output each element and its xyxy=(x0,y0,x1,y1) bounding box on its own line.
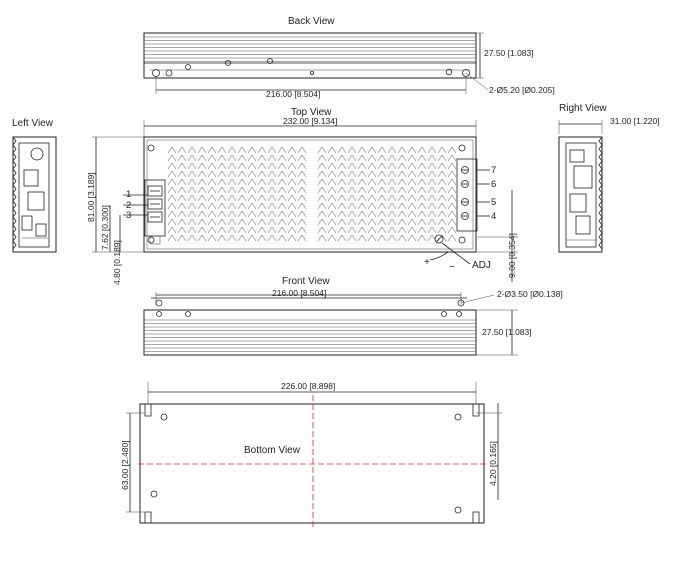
front-view xyxy=(144,276,563,355)
adj-minus: − xyxy=(449,262,455,273)
left-view-body xyxy=(13,137,56,252)
top-length-dim: 232.00 [9.134] xyxy=(283,116,338,126)
right-view-title: Right View xyxy=(559,103,607,114)
input-pin-3: 3 xyxy=(126,210,132,221)
bottom-view-body xyxy=(140,404,484,523)
back-view-title: Back View xyxy=(288,16,335,27)
right-view-body xyxy=(559,137,602,252)
output-pin-4: 4 xyxy=(491,211,497,222)
left-view xyxy=(12,118,56,252)
top-view-title: Top View xyxy=(291,107,332,118)
front-width-dim: 216.00 [8.504] xyxy=(272,288,327,298)
output-pin-7: 7 xyxy=(491,165,497,176)
top-view xyxy=(86,107,518,285)
bottom-length-dim: 226.00 [8.898] xyxy=(281,381,336,391)
input-pin-1: 1 xyxy=(126,189,132,200)
back-holes-dim: 2-Ø5.20 [Ø0.205] xyxy=(489,85,555,95)
right-depth-dim: 31.00 [1.220] xyxy=(610,116,660,126)
top-height-dim: 81.00 [3.189] xyxy=(86,172,96,222)
front-mount-hole-left xyxy=(156,300,162,306)
bottom-view-title: Bottom View xyxy=(244,445,300,456)
front-holes-dim: 2-Ø3.50 [Ø0.138] xyxy=(497,289,563,299)
top-view-body xyxy=(144,137,476,252)
back-height-dim: 27.50 [1.083] xyxy=(484,48,534,58)
front-height-dim: 27.50 [1.083] xyxy=(482,327,532,337)
back-width-dim: 216.00 [8.504] xyxy=(266,89,321,99)
terminal-pitch-dim: 7.62 [0.300] xyxy=(100,205,110,250)
bottom-view xyxy=(120,381,502,530)
front-view-title: Front View xyxy=(282,276,330,287)
back-view-body xyxy=(144,33,476,78)
output-pin-6: 6 xyxy=(491,179,497,190)
back-view xyxy=(144,16,555,99)
adj-arrow-icon xyxy=(430,252,448,260)
output-offset-dim: 9.00 [0.354] xyxy=(507,233,517,278)
right-view xyxy=(559,103,660,252)
bottom-offset-dim: 4.20 [0.165] xyxy=(488,441,498,486)
input-pin-2: 2 xyxy=(126,200,132,211)
bottom-height-dim: 63.00 [2.480] xyxy=(120,440,130,490)
output-pin-5: 5 xyxy=(491,197,497,208)
terminal-offset-dim: 4.80 [0.189] xyxy=(112,240,122,285)
adj-plus: + xyxy=(424,257,430,268)
left-view-title: Left View xyxy=(12,118,53,129)
adj-label: ADJ xyxy=(472,260,491,271)
